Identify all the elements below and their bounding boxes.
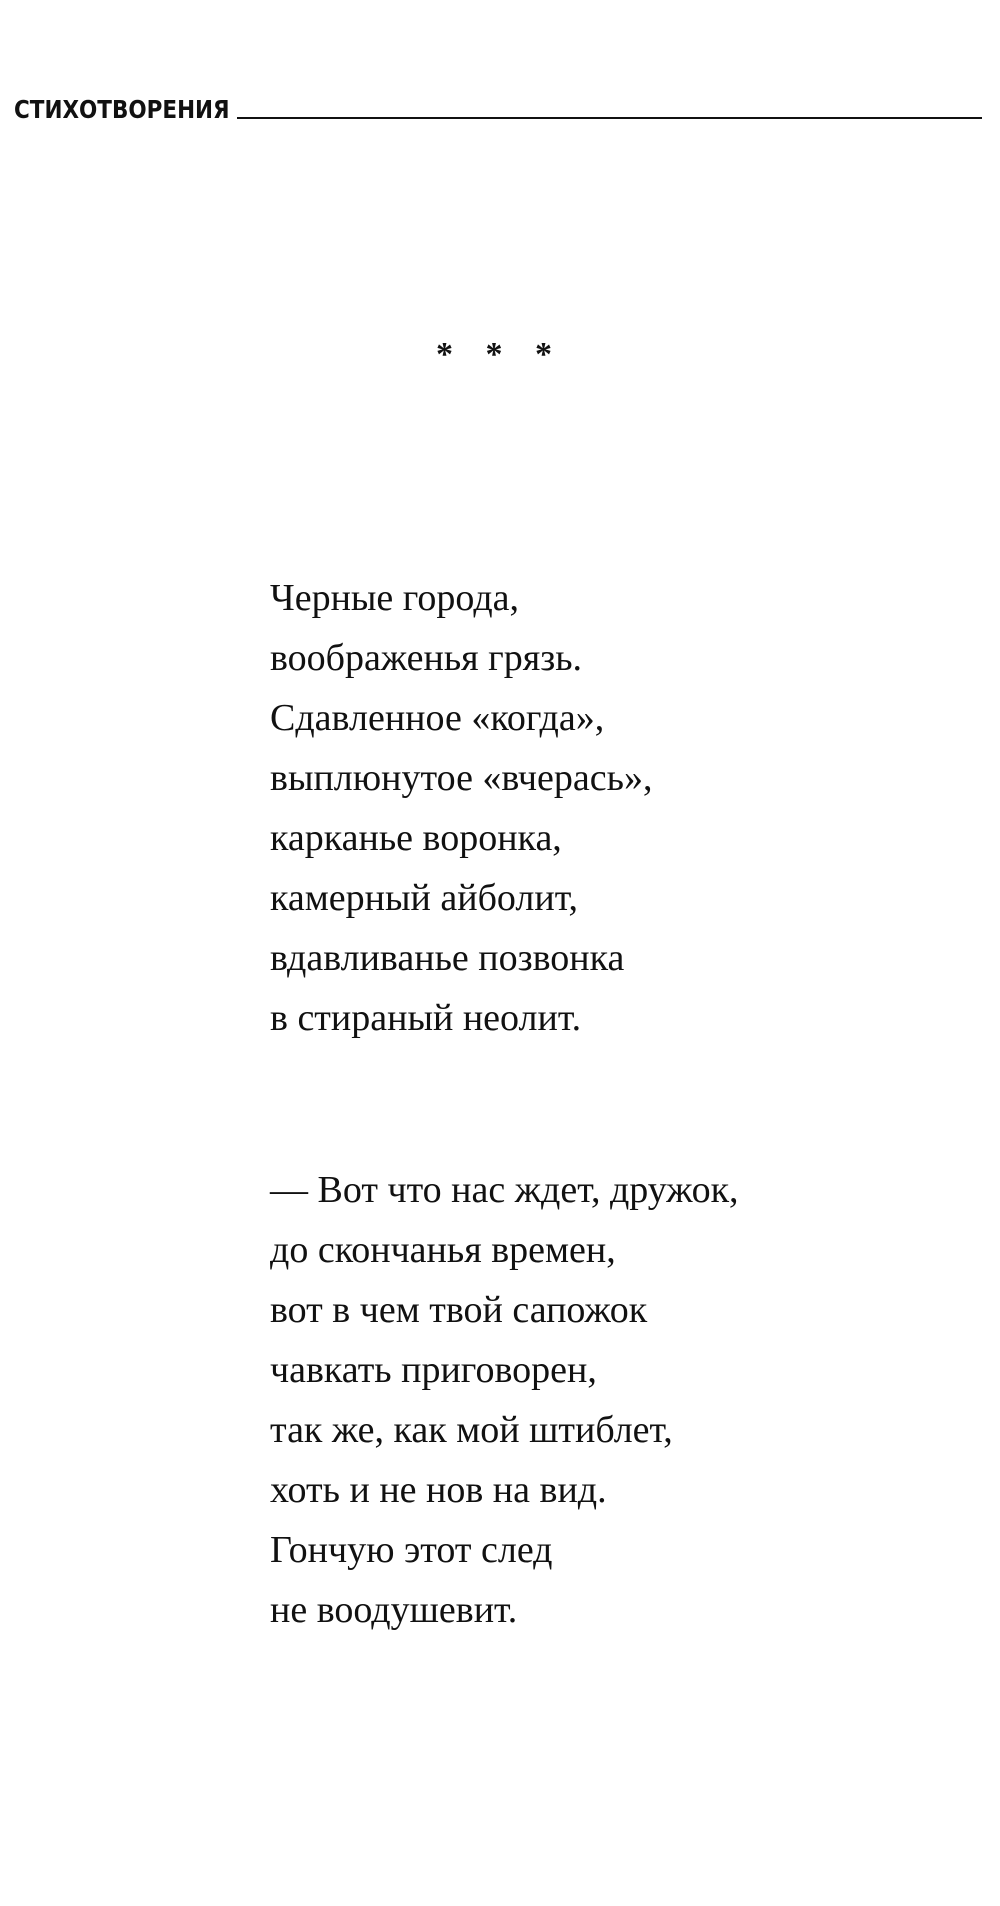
poem-line: в стираный неолит. [270, 997, 582, 1039]
poem-line: карканье воронка, [270, 817, 562, 859]
poem-line: не воодушевит. [270, 1589, 518, 1631]
poem-line: — Вот что нас ждет, дружок, [270, 1169, 739, 1211]
poem-line: камерный айболит, [270, 877, 578, 919]
poem-line: вдавливанье позвонка [270, 937, 625, 979]
poem-line: Черные города, [270, 577, 520, 619]
poem-stanza-2 [270, 1160, 970, 1640]
poem-line: Гончую этот след [270, 1529, 553, 1571]
poem-line: воображенья грязь. [270, 637, 583, 679]
poem-line: так же, как мой штиблет, [270, 1409, 673, 1451]
poem-line: до скончанья времен, [270, 1229, 616, 1271]
running-head [14, 92, 1000, 122]
section-separator: * * * [436, 336, 564, 373]
running-head-title: СТИХОТВОРЕНИЯ [14, 95, 230, 124]
poem-stanza-1 [270, 568, 970, 1048]
poem-line: выплюнутое «вчерась», [270, 757, 653, 799]
poem-line: чавкать приговорен, [270, 1349, 597, 1391]
poem-line: вот в чем твой сапожок [270, 1289, 648, 1331]
poem-line: хоть и не нов на вид. [270, 1469, 607, 1511]
running-head-rule [237, 117, 982, 119]
poem-line: Сдавленное «когда», [270, 697, 605, 739]
